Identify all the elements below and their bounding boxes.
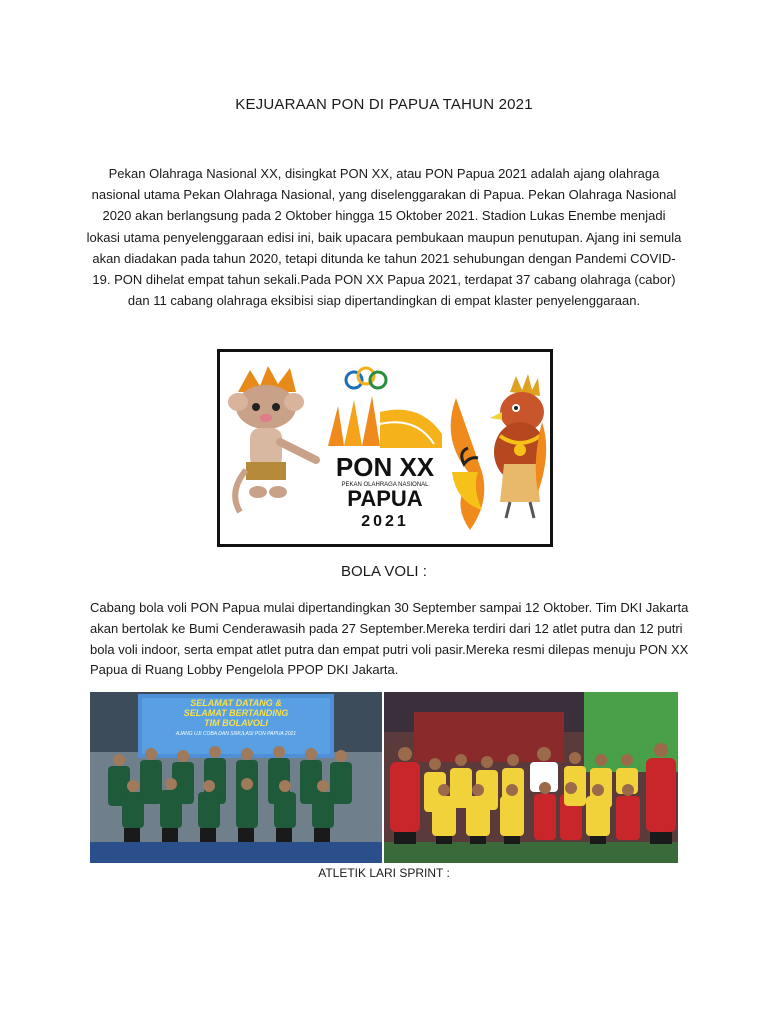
bird-of-paradise-mascot-icon [451, 374, 546, 530]
section-title-bola-voli: BOLA VOLI : [341, 563, 427, 580]
logo-year-text: 2021 [361, 513, 409, 530]
logo-main-text: PON XX [335, 452, 435, 482]
logo-region-text: PAPUA [347, 486, 423, 511]
photo-caption: ATLETIK LARI SPRINT : [318, 866, 450, 880]
banner-line-4: AJANG UJI COBA DAN SIMULASI PON PAPUA 2021 [175, 731, 297, 737]
banner-line-3: TIM BOLAVOLI [204, 718, 268, 728]
intro-paragraph: Pekan Olahraga Nasional XX, disingkat PON XX, atau PON Papua 2021 adalah ajang olahraga nasional utama Pekan Olahraga Nasional, yang diselenggarakan di Papua. Pekan Olahraga Nasional 2020 akan berlangsung pada 2 Oktober hingga 15 Oktober 2021. Stadion Lukas Enembe menjadi lokasi utama penyelenggaraan edisi ini, baik upacara pembukaan maupun penutupan. Ajang ini semula akan diadakan pada tahun 2020, tetapi ditunda ke tahun 2021 sehubungan dengan Pandemi COVID-19. PON dihelat empat tahun sekali.Pada PON XX Papua 2021, terdapat 37 cabang olahraga (cabor) dan 11 cabang olahraga eksibisi siap dipertandingkan di empat klaster penyelenggaraan. [86, 166, 682, 309]
men-team-photo [90, 692, 382, 863]
volleyball-team-photos [90, 692, 678, 863]
olympic-rings-icon [346, 368, 386, 388]
document-title: KEJUARAAN PON DI PAPUA TAHUN 2021 [235, 96, 533, 113]
cuscus-mascot-icon [228, 366, 316, 512]
stadium-roof-icon [328, 396, 442, 448]
logo-sub-text: PEKAN OLAHRAGA NASIONAL [341, 482, 429, 488]
section-paragraph-bola-voli: Cabang bola voli PON Papua mulai dipertandingkan 30 September sampai 12 Oktober. Tim DKI Jakarta akan bertolak ke Bumi Cenderawasih pada 27 September.Mereka terdiri dari 12 atlet putra dan 12 putri bola voli indoor, serta empat atlet putra dan empat putri voli pasir.Mereka resmi dilepas menuju PON XX Papua di Ruang Lobby Pengelola PPOP DKI Jakarta. [90, 600, 689, 678]
pon-xx-logo-image [217, 349, 553, 547]
banner-line-2: SELAMAT BERTANDING [183, 708, 289, 718]
banner-line-1: SELAMAT DATANG & [190, 698, 282, 708]
women-team-photo [384, 692, 678, 863]
